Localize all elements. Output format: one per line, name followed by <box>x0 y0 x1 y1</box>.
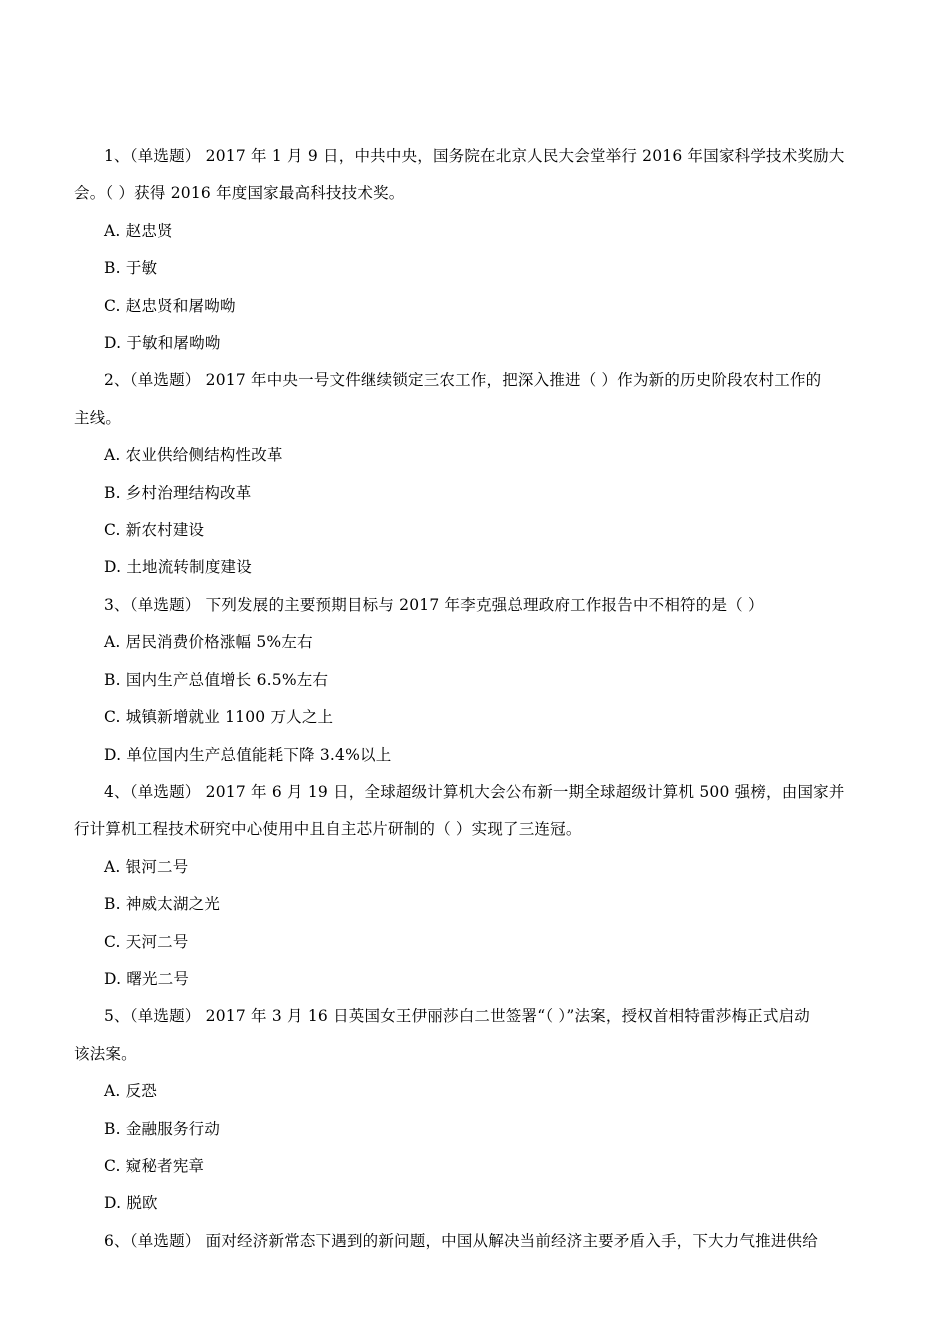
question-3 <box>74 587 880 774</box>
question-text-line: 会。（ ）获得 2016 年度国家最高科技技术奖。 <box>74 184 405 203</box>
question-4 <box>74 774 880 998</box>
question-5 <box>74 998 880 1222</box>
question-text-line: 6、（单选题） 面对经济新常态下遇到的新问题，中国从解决当前经济主要矛盾入手，下大力气推进供给 <box>104 1231 818 1250</box>
question-text-line: 4、（单选题） 2017 年 6 月 19 日，全球超级计算机大会公布新一期全球超级计算机 500 强榜，由国家并 <box>104 782 845 801</box>
question-text-line: 5、（单选题） 2017 年 3 月 16 日英国女王伊丽莎白二世签署“（ ）”法案，授权首相特雷莎梅正式启动 <box>104 1007 810 1026</box>
option-b: B. 国内生产总值增长 6.5%左右 <box>104 670 329 689</box>
option-c: C. 赵忠贤和屠呦呦 <box>104 296 236 315</box>
question-text-line: 主线。 <box>74 408 122 427</box>
question-6 <box>74 1223 880 1260</box>
question-text-line: 3、（单选题） 下列发展的主要预期目标与 2017 年李克强总理政府工作报告中不相符的是（ ） <box>104 595 764 614</box>
option-d: D. 单位国内生产总值能耗下降 3.4%以上 <box>104 745 392 764</box>
option-a: A. 银河二号 <box>104 857 189 876</box>
document-page <box>74 138 880 1260</box>
option-a: A. 反恐 <box>104 1082 158 1101</box>
question-text-line: 行计算机工程技术研究中心使用中且自主芯片研制的（ ）实现了三连冠。 <box>74 820 582 839</box>
option-c: C. 新农村建设 <box>104 521 205 540</box>
question-1 <box>74 138 880 362</box>
question-text-line: 1、（单选题） 2017 年 1 月 9 日，中共中央，国务院在北京人民大会堂举行 2016 年国家科学技术奖励大 <box>104 147 845 165</box>
option-c: C. 窥秘者宪章 <box>104 1156 205 1175</box>
option-d: D. 于敏和屠呦呦 <box>104 334 221 353</box>
option-d: D. 土地流转制度建设 <box>104 558 252 577</box>
option-b: B. 神威太湖之光 <box>104 895 221 914</box>
option-a: A. 农业供给侧结构性改革 <box>104 446 283 465</box>
option-b: B. 于敏 <box>104 259 158 278</box>
option-c: C. 天河二号 <box>104 932 189 951</box>
option-d: D. 脱欧 <box>104 1194 158 1213</box>
option-a: A. 居民消费价格涨幅 5%左右 <box>104 633 313 652</box>
question-text-line: 2、（单选题） 2017 年中央一号文件继续锁定三农工作，把深入推进（ ）作为新的历史阶段农村工作的 <box>104 371 822 390</box>
question-text-line: 该法案。 <box>74 1044 137 1063</box>
option-c: C. 城镇新增就业 1100 万人之上 <box>104 708 334 727</box>
question-2 <box>74 362 880 586</box>
option-d: D. 曙光二号 <box>104 969 190 988</box>
option-b: B. 金融服务行动 <box>104 1119 221 1138</box>
option-b: B. 乡村治理结构改革 <box>104 483 252 502</box>
option-a: A. 赵忠贤 <box>104 221 173 240</box>
